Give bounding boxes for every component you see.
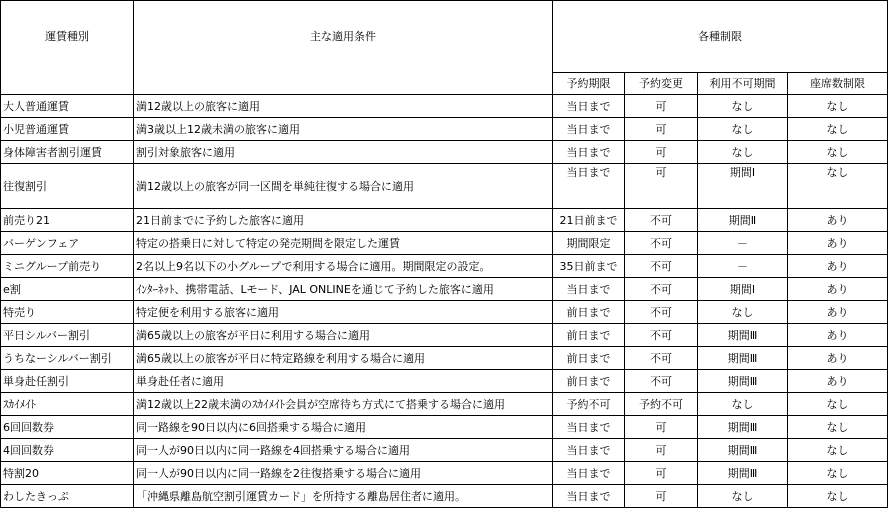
fare-condition: 2名以上9名以下の小グループで利用する場合に適用。期間限定の設定。 <box>134 255 553 278</box>
table-row <box>1 416 888 439</box>
fare-blackout: なし <box>698 485 788 508</box>
fare-deadline: 当日まで <box>553 416 625 439</box>
fare-name: 往復割引 <box>1 164 134 209</box>
fare-blackout: 期間Ⅲ <box>698 416 788 439</box>
fare-change: 可 <box>625 462 698 485</box>
fare-name: わしたきっぷ <box>1 485 134 508</box>
fare-seat-limit: なし <box>788 416 888 439</box>
fare-condition: 単身赴任者に適用 <box>134 370 553 393</box>
fare-blackout: なし <box>698 393 788 416</box>
fare-deadline: 前日まで <box>553 324 625 347</box>
header-seat-limit: 座席数制限 <box>788 72 888 94</box>
fare-condition: 同一人が90日以内に同一路線を4回搭乗する場合に適用 <box>134 439 553 462</box>
table-row <box>1 485 888 508</box>
fare-change: 可 <box>625 416 698 439</box>
fare-change: 不可 <box>625 301 698 324</box>
fare-blackout: 期間Ⅲ <box>698 324 788 347</box>
fare-blackout: － <box>698 255 788 278</box>
fare-deadline: 21日前まで <box>553 209 625 232</box>
fare-condition: 21日前までに予約した旅客に適用 <box>134 209 553 232</box>
fare-seat-limit: あり <box>788 232 888 255</box>
fare-blackout: 期間Ⅲ <box>698 462 788 485</box>
fare-deadline: 当日まで <box>553 95 625 118</box>
fare-blackout: 期間Ⅲ <box>698 347 788 370</box>
fare-name: 特売り <box>1 301 134 324</box>
fare-change: 予約不可 <box>625 393 698 416</box>
fare-condition: 同一路線を90日以内に6回搭乗する場合に適用 <box>134 416 553 439</box>
fare-deadline: 当日まで <box>553 141 625 164</box>
fare-blackout: なし <box>698 301 788 324</box>
fare-blackout: 期間Ⅲ <box>698 439 788 462</box>
fare-seat-limit: なし <box>788 118 888 141</box>
fare-change: 可 <box>625 164 698 209</box>
fare-deadline: 当日まで <box>553 118 625 141</box>
fare-deadline: 期間限定 <box>553 232 625 255</box>
fare-condition: 満12歳以上の旅客に適用 <box>134 95 553 118</box>
fare-deadline: 当日まで <box>553 278 625 301</box>
table-row <box>1 209 888 232</box>
table-row <box>1 232 888 255</box>
table-row <box>1 95 888 118</box>
header-change: 予約変更 <box>625 72 698 94</box>
fare-condition: 特定便を利用する旅客に適用 <box>134 301 553 324</box>
fare-seat-limit: なし <box>788 393 888 416</box>
header-deadline: 予約期限 <box>553 72 625 94</box>
table-row <box>1 393 888 416</box>
fare-change: 可 <box>625 95 698 118</box>
table-row <box>1 370 888 393</box>
fare-deadline: 当日まで <box>553 462 625 485</box>
fare-condition: 満12歳以上の旅客が同一区間を単純往復する場合に適用 <box>134 164 553 209</box>
fare-change: 可 <box>625 439 698 462</box>
fare-name: 前売り21 <box>1 209 134 232</box>
fare-seat-limit: なし <box>788 141 888 164</box>
header-blackout: 利用不可期間 <box>698 72 788 94</box>
fare-seat-limit: あり <box>788 255 888 278</box>
fare-blackout: 期間Ⅰ <box>698 164 788 209</box>
fare-deadline: 35日前まで <box>553 255 625 278</box>
table-row <box>1 347 888 370</box>
fare-name: 小児普通運賃 <box>1 118 134 141</box>
fare-change: 不可 <box>625 278 698 301</box>
fare-blackout: 期間Ⅱ <box>698 209 788 232</box>
table-row <box>1 278 888 301</box>
fare-seat-limit: なし <box>788 95 888 118</box>
fare-name: 特割20 <box>1 462 134 485</box>
fare-name: ミニグループ前売り <box>1 255 134 278</box>
fare-condition: 「沖縄県離島航空割引運賃カード」を所持する離島居住者に適用。 <box>134 485 553 508</box>
fare-name: 4回回数券 <box>1 439 134 462</box>
fare-name: 平日シルバー割引 <box>1 324 134 347</box>
fare-change: 不可 <box>625 232 698 255</box>
fare-seat-limit: なし <box>788 439 888 462</box>
fare-condition: ｲﾝﾀｰﾈｯﾄ、携帯電話、Lモード、JAL ONLINEを通じて予約した旅客に適用 <box>134 278 553 301</box>
fare-change: 可 <box>625 141 698 164</box>
fare-condition: 満12歳以上22歳未満のｽｶｲﾒｲﾄ会員が空席待ち方式にて搭乗する場合に適用 <box>134 393 553 416</box>
fare-seat-limit: あり <box>788 278 888 301</box>
fare-name: バーゲンフェア <box>1 232 134 255</box>
fare-seat-limit: あり <box>788 324 888 347</box>
fare-change: 不可 <box>625 347 698 370</box>
fare-condition: 割引対象旅客に適用 <box>134 141 553 164</box>
fare-name: 単身赴任割引 <box>1 370 134 393</box>
fare-seat-limit: あり <box>788 370 888 393</box>
fare-name: うちなーシルバー割引 <box>1 347 134 370</box>
table-row <box>1 301 888 324</box>
fare-rows <box>1 95 888 508</box>
fare-condition: 満3歳以上12歳未満の旅客に適用 <box>134 118 553 141</box>
fare-name: 身体障害者割引運賃 <box>1 141 134 164</box>
fare-change: 不可 <box>625 370 698 393</box>
fare-condition: 特定の搭乗日に対して特定の発売期間を限定した運賃 <box>134 232 553 255</box>
fare-seat-limit: なし <box>788 462 888 485</box>
header-conditions: 主な適用条件 <box>134 1 553 95</box>
fare-name: e割 <box>1 278 134 301</box>
header-restrictions: 各種制限 <box>553 1 888 73</box>
fare-change: 可 <box>625 118 698 141</box>
fare-deadline: 当日まで <box>553 164 625 209</box>
fare-blackout: 期間Ⅲ <box>698 370 788 393</box>
fare-deadline: 前日まで <box>553 370 625 393</box>
fare-seat-limit: あり <box>788 301 888 324</box>
fare-deadline: 前日まで <box>553 347 625 370</box>
table-row <box>1 118 888 141</box>
fare-seat-limit: あり <box>788 347 888 370</box>
fare-name: ｽｶｲﾒｲﾄ <box>1 393 134 416</box>
fare-condition: 満65歳以上の旅客が平日に特定路線を利用する場合に適用 <box>134 347 553 370</box>
fare-name: 6回回数券 <box>1 416 134 439</box>
table-row <box>1 324 888 347</box>
fare-blackout: なし <box>698 118 788 141</box>
fare-deadline: 当日まで <box>553 439 625 462</box>
header-fare-type: 運賃種別 <box>1 1 134 95</box>
fare-change: 可 <box>625 485 698 508</box>
fare-deadline: 当日まで <box>553 485 625 508</box>
fare-blackout: － <box>698 232 788 255</box>
fare-deadline: 前日まで <box>553 301 625 324</box>
fare-seat-limit: あり <box>788 209 888 232</box>
fare-blackout: なし <box>698 95 788 118</box>
fare-seat-limit: なし <box>788 485 888 508</box>
fare-condition: 同一人が90日以内に同一路線を2往復搭乗する場合に適用 <box>134 462 553 485</box>
fare-change: 不可 <box>625 324 698 347</box>
fare-change: 不可 <box>625 209 698 232</box>
table-row <box>1 141 888 164</box>
fare-deadline: 予約不可 <box>553 393 625 416</box>
table-row <box>1 255 888 278</box>
fare-seat-limit: なし <box>788 164 888 209</box>
table-row <box>1 164 888 209</box>
table-row <box>1 462 888 485</box>
fare-blackout: なし <box>698 141 788 164</box>
fare-condition: 満65歳以上の旅客が平日に利用する場合に適用 <box>134 324 553 347</box>
fare-blackout: 期間Ⅰ <box>698 278 788 301</box>
fare-name: 大人普通運賃 <box>1 95 134 118</box>
table-row <box>1 439 888 462</box>
fare-change: 不可 <box>625 255 698 278</box>
